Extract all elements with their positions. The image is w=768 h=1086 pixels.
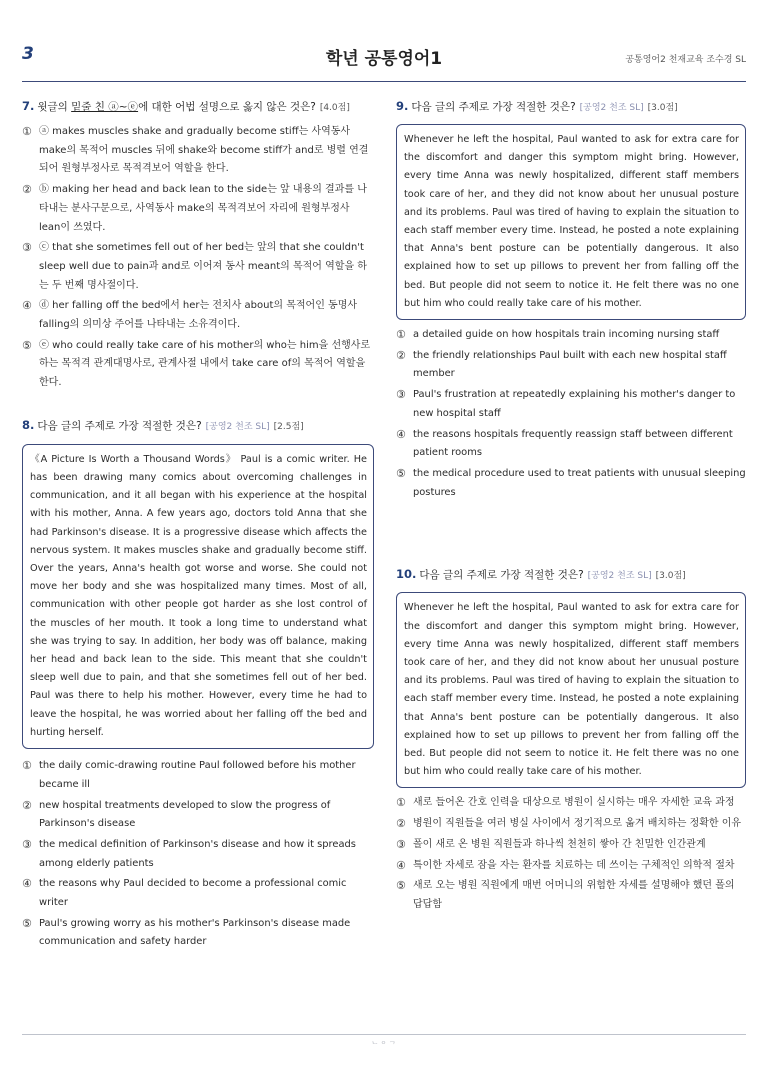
choice-text: a detailed guide on how hospitals train incoming nursing staff (413, 329, 720, 341)
grade-number: 3 (22, 44, 34, 64)
choice-number: ⑤ (396, 879, 406, 893)
choice-number: ③ (396, 837, 406, 851)
question-7 (22, 98, 374, 393)
choice-number: ④ (22, 299, 32, 313)
choice-number: ① (396, 328, 406, 342)
choice-text: ⓐ makes muscles shake and gradually become stiff는 사역동사 make의 목적어 muscles 뒤에 shake와 become stiff가 and로 병렬 연결되어 원형부정사로 목적격보어 역할을 한다. (39, 126, 369, 175)
choice-number: ② (396, 348, 406, 362)
choice-number: ② (396, 817, 406, 831)
answer-choice[interactable] (22, 123, 374, 179)
choice-text: ⓒ that she sometimes fell out of her bed는 앞의 that she couldn't sleep well due to pain과 and로 이어져 동사 meant의 목적어 역할을 하는 두 번째 명사절이다. (39, 242, 367, 291)
choice-number: ④ (396, 427, 406, 441)
choice-text: 특이한 자세로 잠을 자는 환자를 치료하는 데 쓰이는 구체적인 의학적 절차 (413, 859, 735, 871)
answer-choice[interactable] (22, 239, 374, 295)
question-9-header (396, 98, 746, 116)
reading-passage: 《A Picture Is Worth a Thousand Words》 Paul is a comic writer. He has been drawing many comics about overcoming challenges in communication, and it all began with his experience at the hospital with his mother, Anna. A few years ago, doctors told Anna that she had Parkinson's disease. It is a progressive disease which affects the nervous system. It makes muscles shake and gradually become stiff. Over the years, Anna's health got worse and worse. She could not move her body and she was hospitalized many times. Most of all, communication with other people got harder as she lost control of the muscles of her mouth. It took a long time to understand what she was trying to say. In addition, her body was off balance, making her head and back lean to the side. This meant that she couldn't sleep well due to pain, and that she sometimes fell out of her bed. Paul was there to help his mother. However, every time he had to leave the hospital, he was worried about her falling off the bed and hurting herself. (22, 444, 374, 749)
choice-text: 새로 오는 병원 직원에게 매번 어머니의 위험한 자세를 설명해야 했던 폴의 답답함 (413, 880, 735, 910)
choice-text: the friendly relationships Paul built with each new hospital staff member (413, 349, 727, 380)
choice-text: Paul's growing worry as his mother's Parkinson's disease made communication and safety harder (39, 917, 351, 948)
question-7-header (22, 98, 374, 116)
choice-number: ④ (22, 877, 32, 891)
question-10 (396, 566, 746, 914)
choice-number: ① (396, 796, 406, 810)
choice-text: the medical definition of Parkinson's disease and how it spreads among elderly patients (39, 838, 356, 869)
choice-text: the reasons hospitals frequently reassign staff between different patient rooms (413, 428, 733, 459)
question-prompt: 다음 글의 주제로 가장 적절한 것은? (411, 101, 576, 113)
question-8 (22, 417, 374, 952)
choice-number: ① (22, 759, 32, 773)
answer-choice[interactable] (22, 915, 374, 952)
answer-choice[interactable] (396, 794, 746, 813)
right-column (396, 98, 746, 915)
choice-text: 새로 들어온 간호 인력을 대상으로 병원이 실시하는 매우 자세한 교육 과정 (413, 797, 735, 809)
answer-choice[interactable] (396, 326, 746, 345)
choice-text: the medical procedure used to treat patients with unusual sleeping postures (413, 467, 746, 498)
answer-choice[interactable] (396, 347, 746, 384)
question-prompt: 다음 글의 주제로 가장 적절한 것은? (37, 419, 202, 432)
question-points: [2.5점] (273, 421, 304, 432)
answer-choice[interactable] (396, 386, 746, 423)
answer-choice[interactable] (22, 337, 374, 393)
choice-text: ⓓ her falling off the bed에서 her는 전치사 about의 목적어인 동명사 falling의 의미상 주어를 나타내는 소유격이다. (39, 300, 358, 331)
reading-passage: Whenever he left the hospital, Paul wanted to ask for extra care for the discomfort and danger this symptom might bring. However, every time Anna was newly hospitalized, different staff members took care of her, and they did not know about her unusual posture and its problems. Paul was tired of having to explain the situation to each staff member every time. Instead, he posted a note explaining that Anna's bent posture can be potentially dangerous. It also explained how to set up pillows to prevent her from falling off the bed. But people did not seem to notice it. He felt there was no one but him who could really take care of his mother. (396, 592, 746, 788)
question-prompt-end: 에 대한 어법 설명으로 옳지 않은 것은? (138, 101, 316, 113)
answer-choice[interactable] (22, 836, 374, 873)
question-number: 10. (396, 567, 417, 582)
answer-choices (396, 326, 746, 502)
question-prompt: 윗글의 (37, 101, 68, 113)
choice-number: ⑤ (396, 466, 406, 480)
choice-text: the reasons why Paul decided to become a professional comic writer (39, 878, 347, 909)
choice-number: ① (22, 125, 32, 138)
question-source: [공영2 천조 SL] (205, 421, 270, 432)
answer-choices (396, 794, 746, 914)
choice-number: ⑤ (22, 338, 32, 352)
underlined-reference: 밑줄 친 ⓐ~ⓔ (71, 101, 139, 113)
answer-choice[interactable] (396, 836, 746, 855)
answer-choice[interactable] (22, 797, 374, 834)
footer-divider (22, 1034, 746, 1035)
question-source: [공영2 천조 SL] (587, 571, 652, 582)
question-number: 7. (22, 99, 35, 113)
page-header (22, 40, 746, 82)
question-number: 8. (22, 417, 35, 432)
reading-passage: Whenever he left the hospital, Paul wanted to ask for extra care for the discomfort and danger this symptom might bring. However, every time Anna was newly hospitalized, different staff members took care of her, and they did not know about her unusual posture and its problems. Paul was tired of having to explain the situation to each staff member every time. Instead, he posted a note explaining that Anna's bent posture can be potentially dangerous. It also explained how to set up pillows to prevent her from falling off the bed. But people did not seem to notice it. He felt there was no one but him who could really take care of his mother. (396, 124, 746, 320)
question-prompt: 다음 글의 주제로 가장 적절한 것은? (419, 569, 584, 582)
choice-text: 폴이 새로 온 병원 직원들과 하나씩 천천히 쌓아 간 친밀한 인간관계 (413, 838, 706, 850)
choice-text: ⓔ who could really take care of his mother의 who는 him을 선행사로 하는 목적격 관계대명사로, 관계사절 내에서 take care of의 목적어 역할을 한다. (39, 339, 371, 389)
page-subtitle: 공통영어2 천재교육 조수경 SL (625, 55, 746, 65)
answer-choices (22, 123, 374, 393)
question-10-header (396, 566, 746, 584)
page-mark: ᄂᄋᄀ (370, 1041, 398, 1050)
choice-text: 병원이 직원들을 여러 병실 사이에서 정기적으로 옮겨 배치하는 정확한 이유 (413, 818, 742, 830)
answer-choice[interactable] (396, 877, 746, 914)
choice-number: ⑤ (22, 916, 32, 930)
question-points: [3.0점] (647, 103, 678, 113)
choice-number: ④ (396, 858, 406, 872)
choice-text: the daily comic-drawing routine Paul followed before his mother became ill (39, 760, 356, 790)
answer-choice[interactable] (22, 181, 374, 237)
question-9 (396, 98, 746, 502)
choice-number: ③ (396, 388, 406, 402)
choice-text: ⓑ making her head and back lean to the side는 앞 내용의 결과를 나타내는 분사구문으로, 사역동사 make의 목적격보어 자리에 원형부정사 lean이 쓰였다. (39, 184, 367, 233)
question-points: [4.0점] (319, 103, 350, 113)
choice-number: ② (22, 183, 32, 197)
choice-text: Paul's frustration at repeatedly explaining his mother's danger to new hospital staff (413, 389, 736, 419)
left-column (22, 98, 374, 952)
answer-choice[interactable] (396, 426, 746, 463)
question-source: [공영2 천조 SL] (579, 103, 644, 113)
question-number: 9. (396, 99, 409, 113)
choice-text: new hospital treatments developed to slow the progress of Parkinson's disease (39, 799, 331, 830)
question-points: [3.0점] (655, 571, 686, 582)
choice-number: ③ (22, 837, 32, 851)
answer-choice[interactable] (22, 297, 374, 334)
answer-choice[interactable] (396, 465, 746, 502)
answer-choice[interactable] (396, 815, 746, 834)
answer-choices (22, 757, 374, 952)
question-8-header (22, 417, 374, 435)
answer-choice[interactable] (396, 857, 746, 876)
choice-number: ③ (22, 241, 32, 255)
answer-choice[interactable] (22, 757, 374, 794)
page-title: 학년 공통영어1 (325, 49, 443, 69)
choice-number: ② (22, 798, 32, 812)
answer-choice[interactable] (22, 875, 374, 912)
